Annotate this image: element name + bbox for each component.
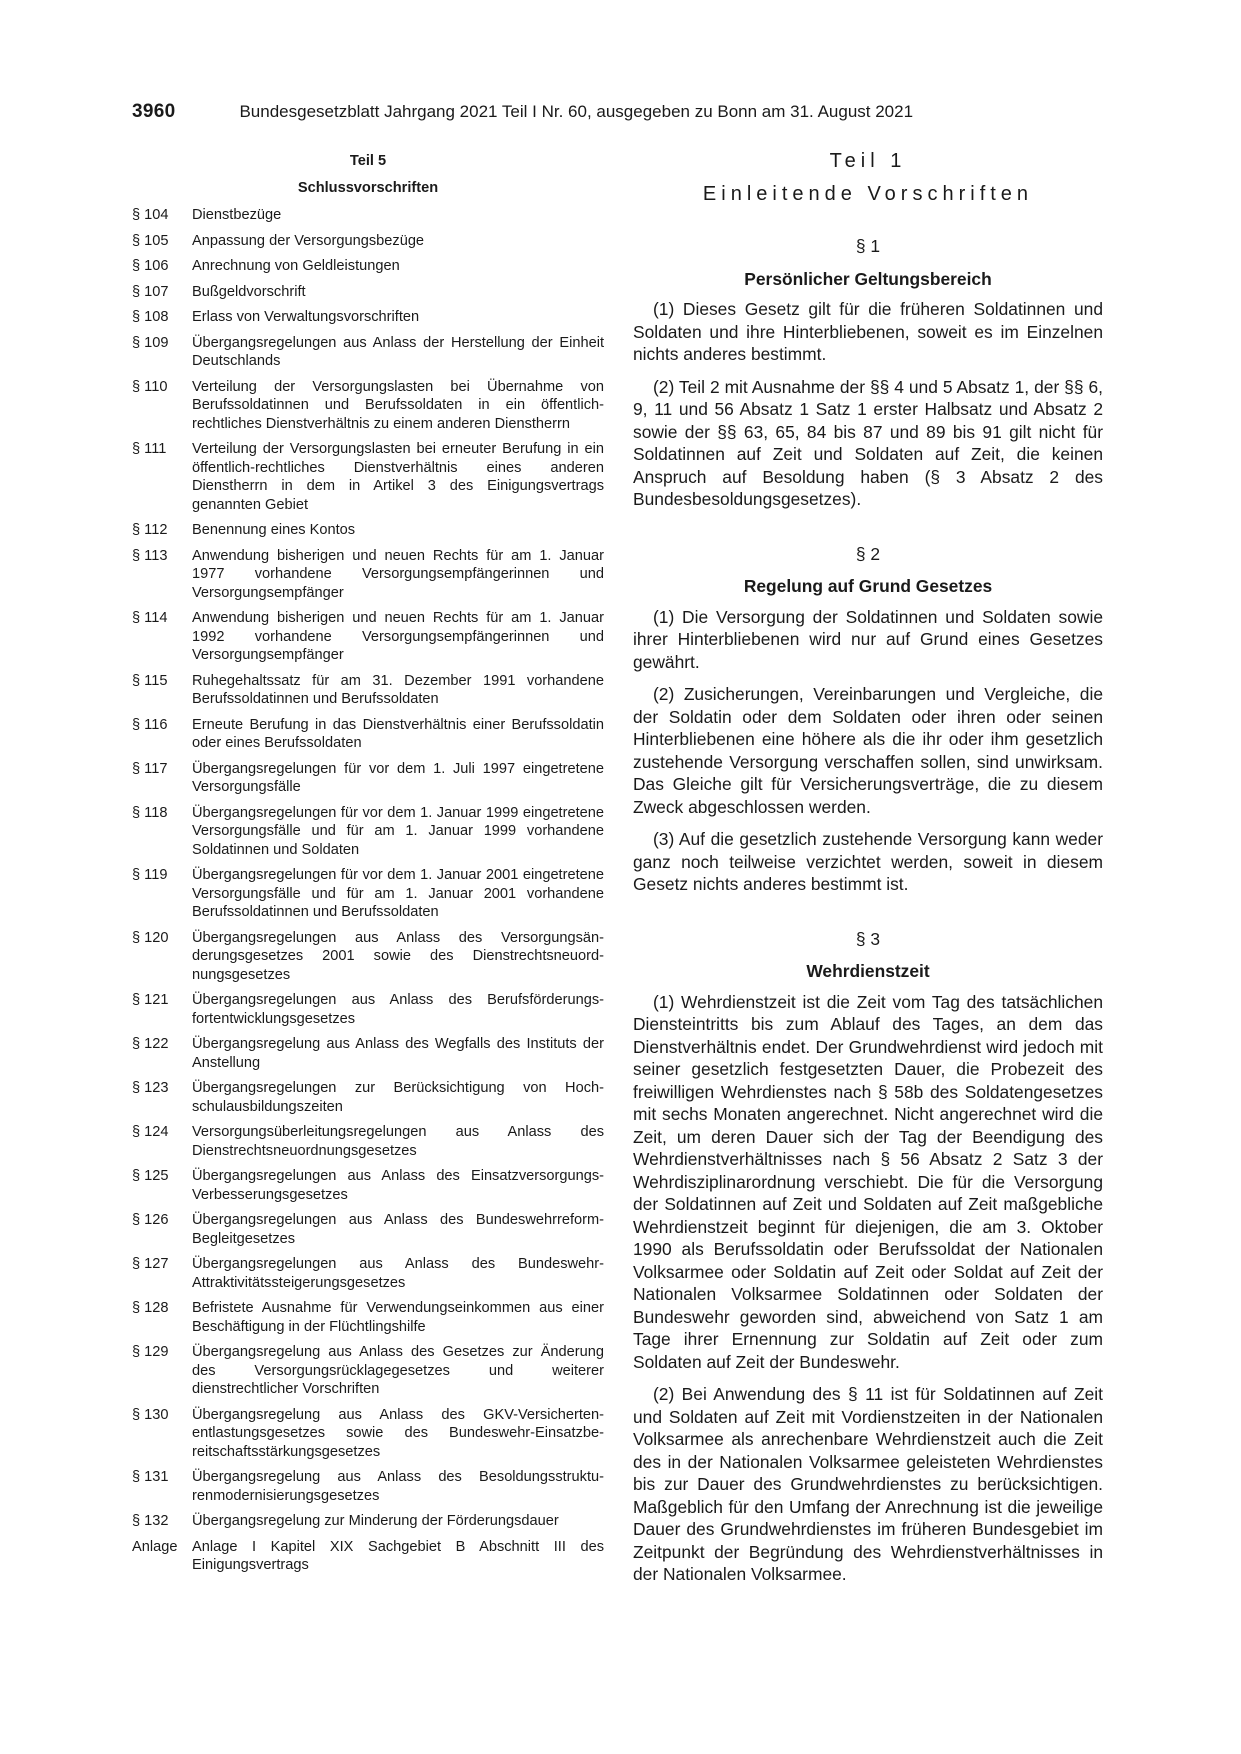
toc-item bbox=[132, 1211, 604, 1248]
toc-item-title: Übergangsregelungen für vor dem 1. Januar 1999 eingetretene Versorgungsfälle und für am 1. Januar 1999 vorhandene Soldatinnen und Soldaten bbox=[192, 804, 604, 858]
toc-item-number: § 121 bbox=[132, 992, 169, 1008]
paragraph: (1) Die Versorgung der Soldatinnen und Soldaten sowie ihrer Hinterbliebenen wird nur auf Grund eines Gesetzes gewährt. bbox=[633, 606, 1103, 672]
toc-item-number: § 120 bbox=[132, 929, 169, 946]
toc-item-title: Verteilung der Versorgungslasten bei Übernahme von Berufssoldatinnen und Berufssoldaten in ein öffentlich-rechtliches Dienstverhältnis zu einem anderen Dienstherrn bbox=[192, 378, 604, 432]
paragraph: (2) Zusicherungen, Vereinbarungen und Vergleiche, die der Soldatin oder dem Soldaten oder ihren oder seinen Hinterbliebenen eine höhere als die ihr oder ihm gesetzlich zustehende Versorgung verschaffen sollen, sind unwirksam. Das Gleiche gilt für Versicherungsverträge, die zu diesem Zweck abgeschlossen werden. bbox=[633, 684, 1103, 817]
section-title: Persönlicher Geltungsbereich bbox=[744, 268, 992, 289]
section bbox=[633, 543, 1103, 896]
toc-item-title: Übergangsregelungen aus Anlass des Bundeswehrreform-Begleitgesetzes bbox=[192, 1212, 604, 1247]
toc-item-number: § 107 bbox=[132, 283, 169, 300]
body-part-title: Einleitende Vorschriften bbox=[702, 182, 1034, 205]
toc-item-title: Verteilung der Versorgungslasten bei erneuter Berufung in ein öffentlich-rechtliches Dienstverhältnis eines anderen Dienstherrn in dem in Artikel 3 des Einigungsvertrags genannten Gebiet bbox=[192, 441, 604, 513]
toc-item-number: § 124 bbox=[132, 1124, 169, 1140]
toc-item-title: Übergangsregelungen für vor dem 1. Januar 2001 eingetretene Versorgungsfälle und für am 1. Januar 2001 vorhandene Berufssoldatinnen und Berufssoldaten bbox=[192, 867, 604, 920]
toc-item-number: § 110 bbox=[132, 378, 168, 395]
toc-item bbox=[132, 206, 604, 225]
toc-item-title: Übergangsregelungen zur Berücksichtigung von Hochschulausbildungszeiten bbox=[192, 1080, 604, 1115]
toc-item bbox=[132, 1512, 604, 1531]
toc-item-title: Übergangsregelung aus Anlass des Gesetzes zur Änderung des Versorgungsrücklagegesetzes und weiterer dienstrechtlicher Vorschriften bbox=[192, 1344, 604, 1397]
toc-item bbox=[132, 609, 604, 665]
toc-item-title: Übergangsregelungen aus Anlass des Versorgungsänderungsgesetzes 2001 sowie des Dienstrechtsneuordnungsgesetzes bbox=[192, 929, 604, 983]
section-number: § 3 bbox=[855, 928, 881, 949]
toc-item bbox=[132, 378, 604, 434]
toc-item bbox=[132, 1406, 604, 1462]
toc-item-number: § 118 bbox=[132, 804, 168, 821]
paragraph: (1) Wehrdienstzeit ist die Zeit vom Tag des tatsächlichen Diensteintritts bis zum Ablauf des Tages, an dem das Dienstverhältnis endet. Der Grundwehrdienst wird jedoch mit seiner gesetzlich festgesetzten Dauer, die Probezeit des freiwilligen Wehrdienstes nach § 58b des Soldatengesetzes mit sechs Monaten angerechnet. Nicht angerechnet wird die Zeit, um deren Dauer sich der Tag der Beendigung des Wehrdienstverhältnisses nach § 56 Absatz 2 Satz 3 der Wehrdisziplinarordnung verschiebt. Die für die Versorgung der Soldatinnen auf Zeit und Soldaten auf Zeit maßgebliche Wehrdienstzeit beginnt für diejenigen, die am 3. Oktober 1990 als Berufssoldatin oder Berufssoldat der Nationalen Volksarmee oder Soldatin auf Zeit oder Soldat auf Zeit der Nationalen Volksarmee Soldatinnen oder Soldaten der Bundeswehr geworden sind, abweichend von Satz 1 am Tage ihrer Ernennung zur Soldatin auf Zeit oder zum Soldaten auf Zeit der Bundeswehr. bbox=[633, 991, 1103, 1372]
toc-item-number: § 116 bbox=[132, 716, 168, 733]
toc-item bbox=[132, 866, 604, 922]
toc-item-number: § 114 bbox=[132, 610, 168, 626]
toc-item-title: Übergangsregelungen aus Anlass des Berufsförderungsfortentwicklungsgesetzes bbox=[192, 992, 604, 1027]
toc-item bbox=[132, 760, 604, 797]
toc-item-number: § 122 bbox=[132, 1036, 169, 1052]
toc-item-title: Übergangsregelung aus Anlass des GKV-Versichertenentlastungsgesetzes sowie des Bundeswehr-Einsatzbereitschaftsstärkungsgesetzes bbox=[192, 1406, 604, 1460]
toc-item-number: § 128 bbox=[132, 1300, 169, 1316]
toc-item bbox=[132, 1538, 604, 1575]
toc-item bbox=[132, 1167, 604, 1204]
toc-item bbox=[132, 283, 604, 302]
toc-item-number: § 125 bbox=[132, 1168, 169, 1184]
table-of-contents bbox=[132, 152, 604, 1582]
page-number: 3960 bbox=[132, 101, 176, 122]
toc-item-number: § 130 bbox=[132, 1406, 169, 1423]
toc-item bbox=[132, 1299, 604, 1336]
section-title: Wehrdienstzeit bbox=[806, 961, 930, 981]
page-header bbox=[132, 101, 1112, 123]
sections bbox=[633, 235, 1103, 1586]
toc-item-number: § 109 bbox=[132, 334, 169, 351]
toc-item bbox=[132, 257, 604, 276]
section-spacer bbox=[633, 906, 1103, 928]
toc-item bbox=[132, 672, 604, 709]
toc-item-title: Anwendung bisherigen und neuen Rechts für am 1. Januar 1992 vorhandene Versorgungsempfängerinnen und Versorgungsempfänger bbox=[192, 610, 604, 663]
toc-part-label: Teil 5 bbox=[349, 153, 387, 169]
section-title: Regelung auf Grund Gesetzes bbox=[743, 576, 993, 596]
toc-item-title: Versorgungsüberleitungsregelungen aus Anlass des Dienstrechtsneuordnungsgesetzes bbox=[192, 1124, 604, 1159]
toc-item bbox=[132, 1123, 604, 1160]
toc-item-title: Übergangsregelungen für vor dem 1. Juli 1997 eingetretene Versorgungsfälle bbox=[192, 760, 604, 795]
toc-item-number: § 115 bbox=[132, 672, 168, 689]
toc-item-number: § 113 bbox=[132, 547, 168, 564]
toc-item-title: Befristete Ausnahme für Verwendungseinkommen aus einer Beschäftigung in der Flüchtlingshilfe bbox=[192, 1300, 604, 1335]
toc-item-number: § 111 bbox=[132, 441, 167, 457]
paragraph: (3) Auf die gesetzlich zustehende Versorgung kann weder ganz noch teilweise verzichtet werden, soweit in diesem Gesetz nichts anderes bestimmt ist. bbox=[633, 829, 1103, 894]
toc-item-title: Benennung eines Kontos bbox=[192, 522, 356, 538]
section-number: § 2 bbox=[855, 543, 881, 564]
section-number: § 1 bbox=[855, 236, 881, 256]
toc-item-number: § 112 bbox=[132, 522, 168, 538]
toc-item-title: Erlass von Verwaltungsvorschriften bbox=[192, 309, 420, 325]
toc-item-number: § 117 bbox=[132, 760, 168, 777]
toc-item bbox=[132, 232, 604, 251]
toc-item bbox=[132, 308, 604, 327]
paragraph: (2) Teil 2 mit Ausnahme der §§ 4 und 5 Absatz 1, der §§ 6, 9, 11 und 56 Absatz 1 Satz 1 erster Halbsatz und Absatz 2 sowie der §§ 63, 65, 84 bis 87 und 89 bis 91 gilt nicht für Soldatinnen auf Zeit und Soldaten auf Zeit, die keinen Anspruch auf Besoldung haben (§ 3 Absatz 2 des Bundesbesoldungsgesetzes). bbox=[633, 376, 1103, 509]
toc-item bbox=[132, 547, 604, 603]
gazette-line: Bundesgesetzblatt Jahrgang 2021 Teil I Nr. 60, ausgegeben zu Bonn am 31. August 2021 bbox=[239, 102, 914, 121]
toc-item-number: Anlage bbox=[132, 1538, 178, 1555]
toc-item bbox=[132, 1255, 604, 1292]
toc-item bbox=[132, 1468, 604, 1505]
toc-item-number: § 129 bbox=[132, 1344, 169, 1360]
toc-item bbox=[132, 1079, 604, 1116]
toc-item-title: Übergangsregelung zur Minderung der Förderungsdauer bbox=[192, 1513, 559, 1529]
section bbox=[633, 928, 1103, 1586]
toc-part-title: Schlussvorschriften bbox=[297, 179, 439, 196]
body-part-label: Teil 1 bbox=[829, 150, 907, 172]
toc-list bbox=[132, 206, 604, 1575]
toc-item-title: Anrechnung von Geldleistungen bbox=[192, 258, 400, 274]
toc-item bbox=[132, 716, 604, 753]
toc-item-title: Ruhegehaltssatz für am 31. Dezember 1991 vorhandene Berufssoldatinnen und Berufssoldaten bbox=[192, 672, 604, 707]
toc-item-number: § 119 bbox=[132, 867, 168, 883]
toc-item-number: § 105 bbox=[132, 232, 169, 249]
toc-item-title: Übergangsregelung aus Anlass des Wegfalls des Instituts der Anstellung bbox=[192, 1036, 604, 1071]
toc-item-number: § 123 bbox=[132, 1080, 169, 1096]
toc-item-title: Übergangsregelung aus Anlass des Besoldungsstrukturenmodernisierungsgesetzes bbox=[192, 1469, 604, 1504]
toc-item-title: Erneute Berufung in das Dienstverhältnis einer Berufssoldatin oder eines Berufssoldaten bbox=[192, 716, 604, 751]
toc-item-title: Übergangsregelungen aus Anlass des Einsatzversorgungs-Verbesserungsgesetzes bbox=[192, 1168, 604, 1203]
toc-item-number: § 106 bbox=[132, 258, 169, 274]
toc-item bbox=[132, 521, 604, 540]
toc-item bbox=[132, 991, 604, 1028]
section bbox=[633, 235, 1103, 511]
toc-item-number: § 104 bbox=[132, 207, 169, 223]
toc-item-title: Anpassung der Versorgungsbezüge bbox=[192, 232, 425, 249]
toc-item bbox=[132, 804, 604, 860]
toc-item-title: Dienstbezüge bbox=[192, 207, 282, 223]
toc-item bbox=[132, 1035, 604, 1072]
toc-item-number: § 132 bbox=[132, 1513, 169, 1529]
toc-item bbox=[132, 1343, 604, 1399]
paragraph: (2) Bei Anwendung des § 11 ist für Soldatinnen auf Zeit und Soldaten auf Zeit mit Vordienstzeiten in der Nationalen Volksarmee als anrechenbare Wehrdienstzeit auch die Zeit des in der Nationalen Volksarmee geleisteten Wehrdienstes bis zur Dauer des Grundwehrdienstes zu berücksichtigen. Maßgeblich für den Umfang der Anrechnung ist die jeweilige Dauer des Grundwehrdienstes im früheren Bundesgebiet im Zeitpunkt der Begründung des Wehrdienstverhältnisses in der Nationalen Volksarmee. bbox=[633, 1384, 1103, 1584]
toc-item bbox=[132, 440, 604, 514]
section-spacer bbox=[633, 521, 1103, 543]
toc-item-title: Anwendung bisherigen und neuen Rechts für am 1. Januar 1977 vorhandene Versorgungsempfängerinnen und Versorgungsempfänger bbox=[192, 547, 604, 601]
toc-item-title: Anlage I Kapitel XIX Sachgebiet B Abschnitt III des Einigungsvertrags bbox=[192, 1538, 604, 1573]
body-text bbox=[633, 150, 1103, 1596]
toc-item-title: Übergangsregelungen aus Anlass der Herstellung der Einheit Deutschlands bbox=[192, 334, 604, 369]
toc-item-number: § 108 bbox=[132, 309, 169, 325]
toc-item bbox=[132, 334, 604, 371]
toc-item-title: Übergangsregelungen aus Anlass des Bundeswehr-Attraktivitätssteigerungsgesetzes bbox=[192, 1256, 604, 1291]
toc-item bbox=[132, 929, 604, 985]
toc-item-number: § 126 bbox=[132, 1212, 169, 1228]
paragraph: (1) Dieses Gesetz gilt für die früheren Soldatinnen und Soldaten und ihre Hinterbliebenen, soweit es im Einzelnen nichts anderes bestimmt. bbox=[633, 299, 1103, 364]
toc-item-title: Bußgeldvorschrift bbox=[192, 283, 306, 300]
toc-item-number: § 131 bbox=[132, 1469, 169, 1485]
toc-item-number: § 127 bbox=[132, 1256, 169, 1272]
